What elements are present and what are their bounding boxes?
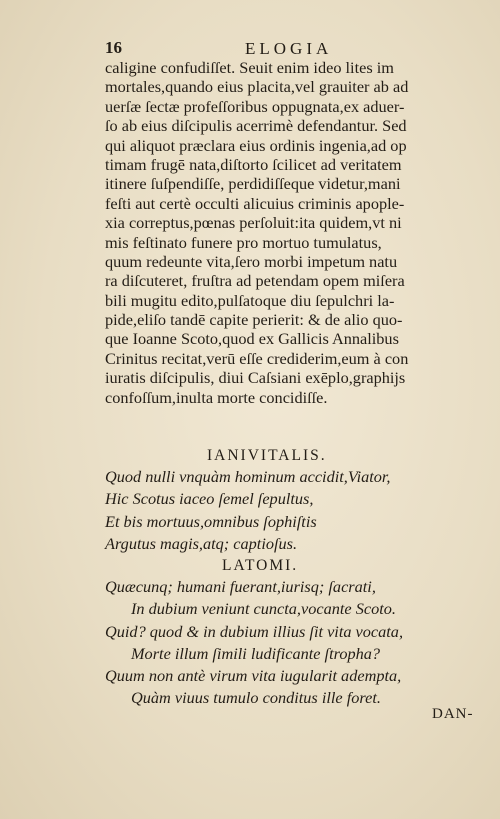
prose-paragraph [105,58,480,407]
verse-line: In dubium veniunt cuncta,vocante Scoto. [131,599,396,619]
prose-line: mis feſtinato funere pro mortuo tumulatus, [105,232,382,252]
verse-line: Hic Scotus iaceo ſemel ſepultus, [105,489,314,509]
epigram-heading-ianivitalis: IANIVITALIS. [207,447,327,464]
prose-line: qui aliquot præclara eius ordinis ingenia,ad op [105,135,407,155]
prose-line: quum redeunte vita,ſero morbi impetum natu [105,251,398,271]
verse-line: Et bis mortuus,omnibus ſophiſtis [105,511,317,531]
prose-line: ſo ab eius diſcipulis acerrimè defendantur. Sed [105,116,407,136]
epigram-latomi [105,576,480,710]
prose-line: xia correptus,pœnas perſoluit:ita quidem,vt ni [105,213,402,233]
verse-line: Quid? quod & in dubium illius ſit vita vocata, [105,621,404,641]
prose-line: itinere ſuſpendiſſe, perdidiſſeque videtur,mani [105,174,401,194]
verse-line: Morte illum ſimili ludificante ſtropha? [131,643,381,663]
prose-line: confoſſum,inulta morte concidiſſe. [105,387,328,407]
prose-line: Crinitus recitat,verū eſſe crediderim,eum à con [105,348,409,368]
prose-line: iuratis diſcipulis, diui Caſsiani exēplo,graphijs [105,368,406,388]
verse-line: Argutus magis,atq; captioſus. [105,533,298,553]
page-header [105,38,470,60]
prose-line: feſti aut certè occulti alicuius criminis apople- [105,193,405,213]
prose-line: ra diſcuteret, fruſtra ad petendam opem miſera [105,271,405,291]
prose-line: que Ioanne Scoto,quod ex Gallicis Annalibus [105,329,399,349]
running-head: ELOGIA [245,39,333,58]
epigram-ianivitalis [105,466,480,555]
verse-line: Quàm viuus tumulo conditus ille foret. [131,688,381,708]
prose-line: pide,eliſo tandē capite perierit: & de alio quo- [105,310,403,330]
verse-line: Quum non antè virum vita iugularit adempta, [105,666,402,686]
prose-line: bili mugitu edito,pulſatoque diu ſepulchri la- [105,290,395,310]
prose-line: caligine confudiſſet. Seuit enim ideo lites im [105,58,394,77]
prose-line: mortales,quando eius placita,vel grauiter ab ad [105,77,409,97]
catchword: DAN- [432,706,474,722]
page-number: 16 [105,38,122,57]
prose-line: uerſæ ſectæ profeſſoribus oppugnata,ex aduer- [105,96,405,116]
verse-line: Quod nulli vnquàm hominum accidit,Viator, [105,467,391,486]
prose-line: timam frugē nata,diſtorto ſcilicet ad veritatem [105,154,402,174]
verse-line: Quæcunq; humani fuerant,iurisq; ſacrati, [105,577,376,596]
epigram-heading-latomi: LATOMI. [222,557,299,574]
